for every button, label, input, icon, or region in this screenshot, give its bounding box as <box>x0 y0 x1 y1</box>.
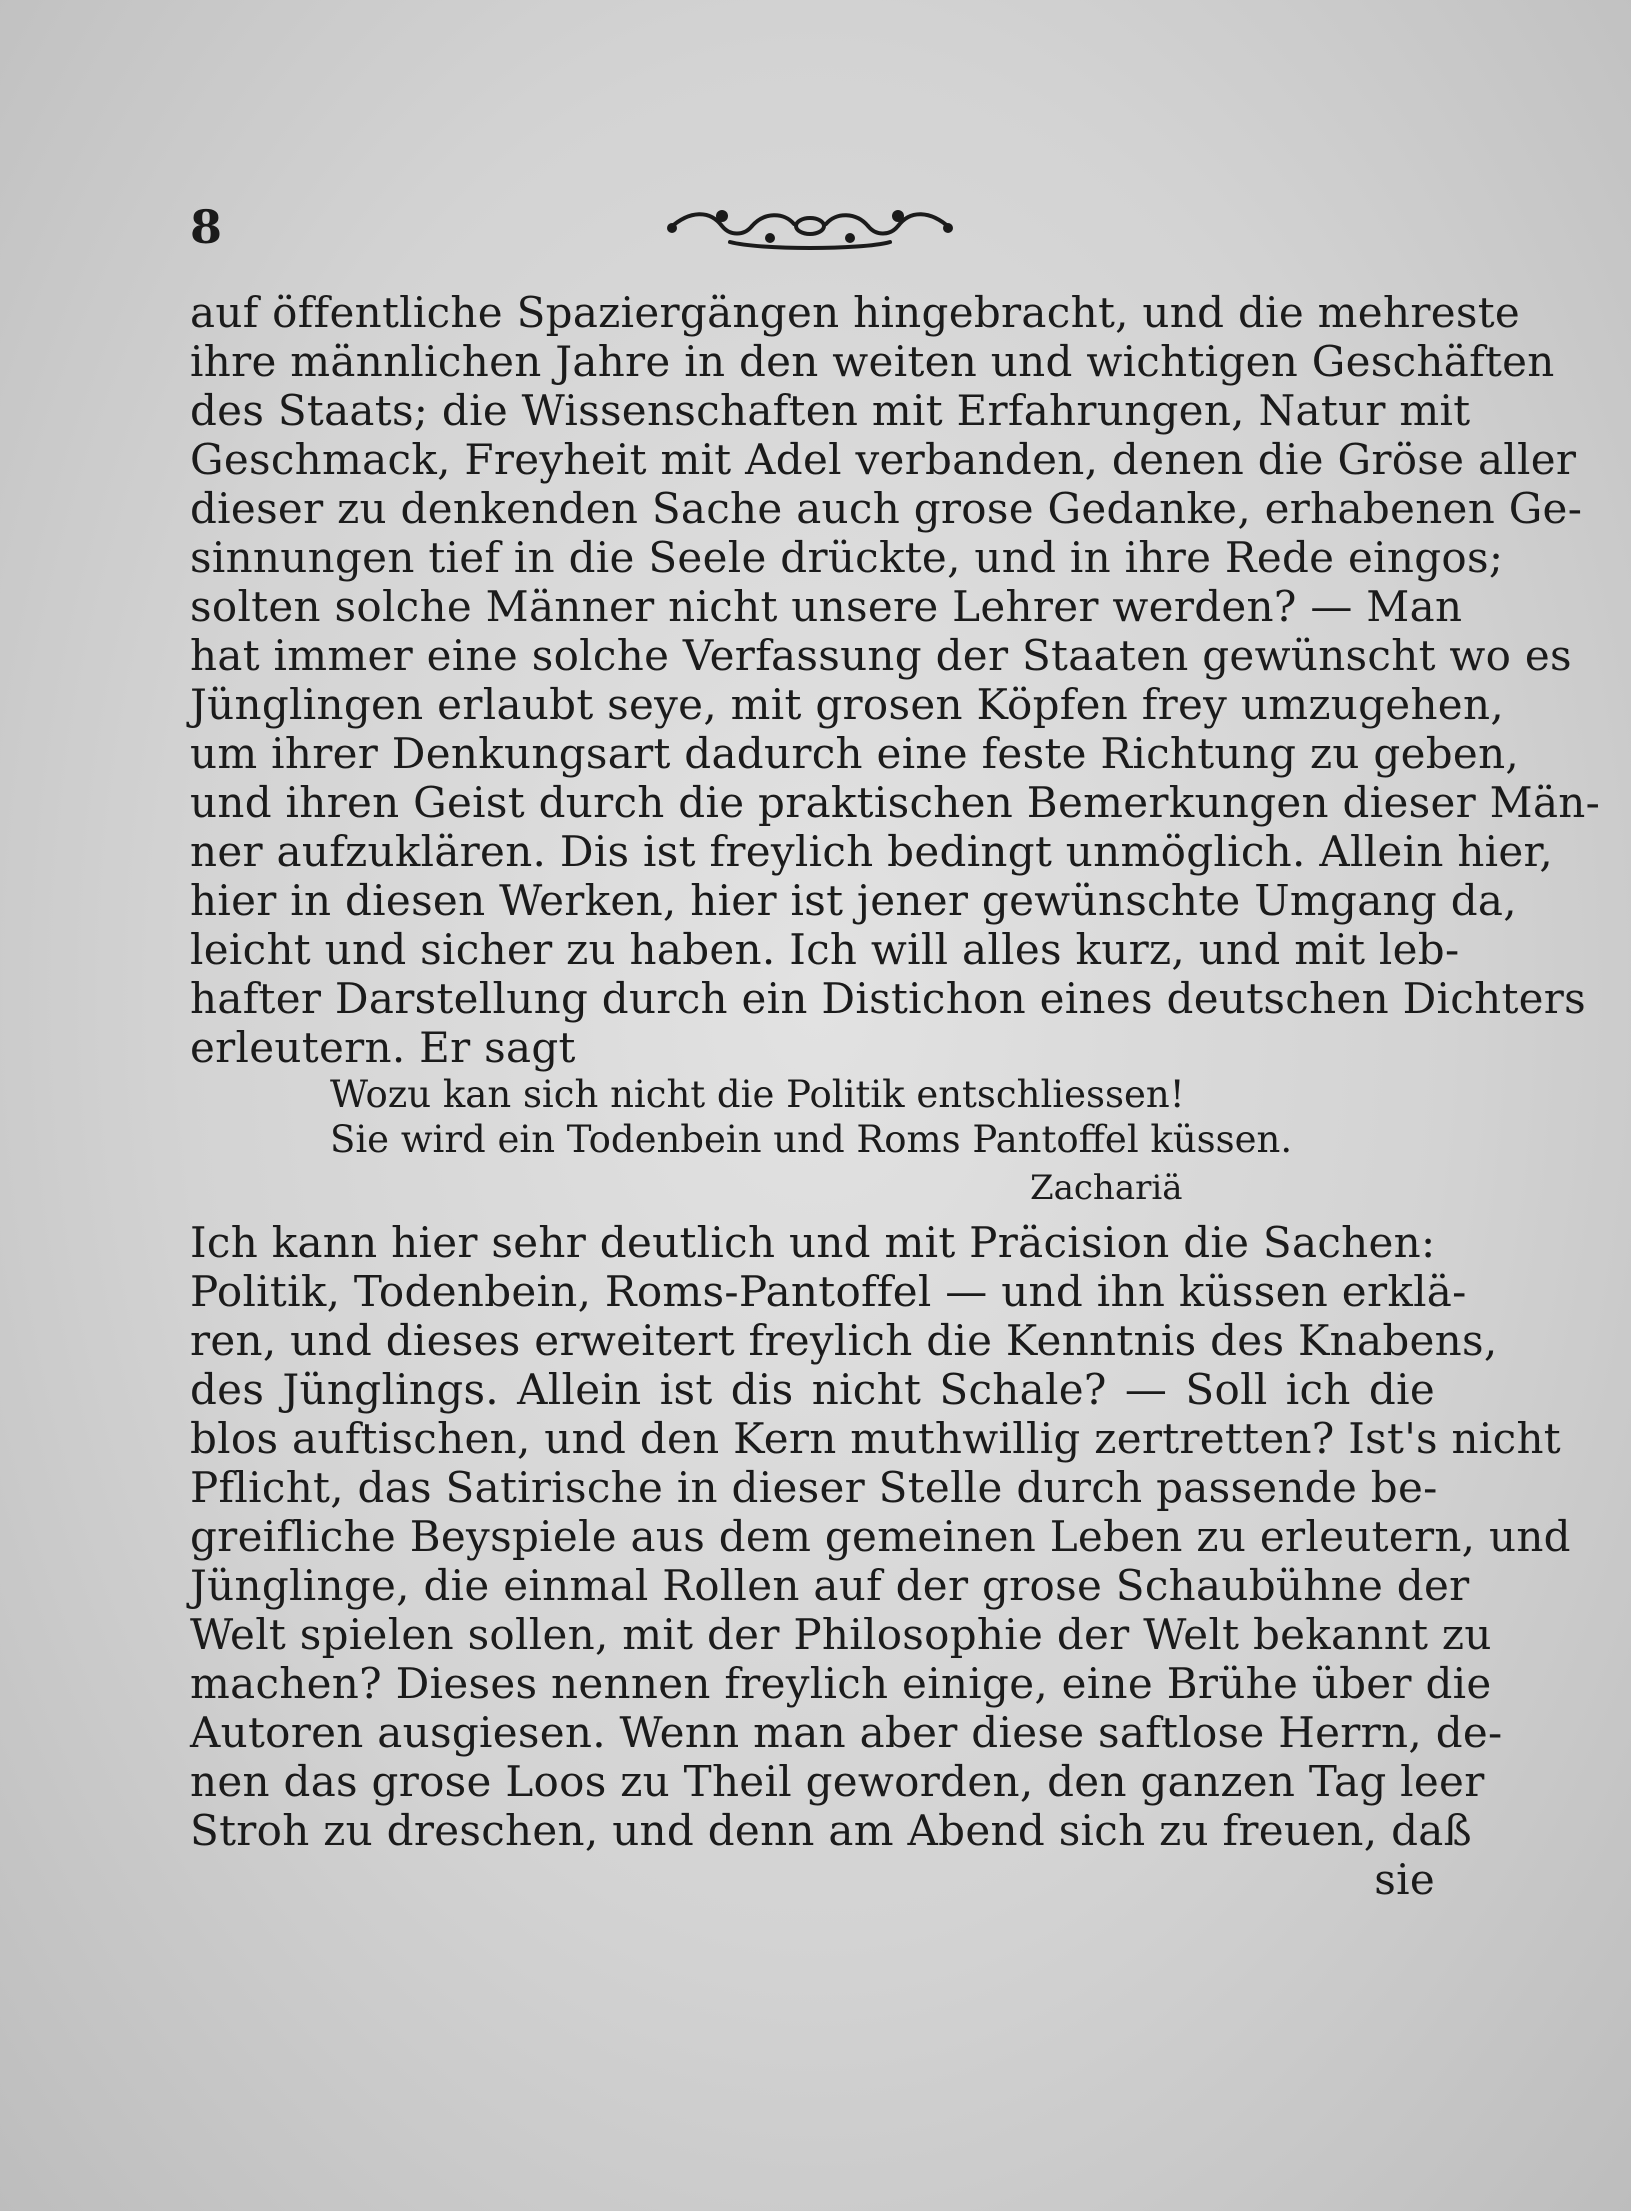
text-line: greifliche Beyspiele aus dem gemeinen Leben zu erleutern, und <box>190 1512 1571 1561</box>
text-line: hat immer eine solche Verfassung der Staaten gewünscht wo es <box>190 631 1572 680</box>
text-line: erleutern. Er sagt <box>190 1023 576 1072</box>
text-line: und ihren Geist durch die praktischen Bemerkungen dieser Män- <box>190 778 1601 827</box>
text-line: ihre männlichen Jahre in den weiten und wichtigen Geschäften <box>190 337 1555 386</box>
text-line: um ihrer Denkungsart dadurch eine feste Richtung zu geben, <box>190 729 1520 778</box>
text-line: hafter Darstellung durch ein Distichon eines deutschen Dichters <box>190 974 1587 1023</box>
text-line: des Staats; die Wissenschaften mit Erfahrungen, Natur mit <box>190 386 1471 435</box>
text-line: Pflicht, das Satirische in dieser Stelle durch passende be- <box>190 1463 1438 1512</box>
text-line: Autoren ausgiesen. Wenn man aber diese saftlose Herrn, de- <box>190 1708 1503 1757</box>
text-line: Welt spielen sollen, mit der Philosophie der Welt bekannt zu <box>190 1610 1492 1659</box>
text-line: machen? Dieses nennen freylich einige, eine Brühe über die <box>190 1659 1492 1708</box>
paragraph-2 <box>190 1218 1571 1904</box>
text-line: Stroh zu dreschen, und denn am Abend sich zu freuen, daß <box>190 1806 1472 1855</box>
catchword: sie <box>1374 1855 1435 1904</box>
text-line: Ich kann hier sehr deutlich und mit Präcision die Sachen: <box>190 1218 1436 1267</box>
text-line: sinnungen tief in die Seele drückte, und in ihre Rede eingos; <box>190 533 1504 582</box>
text-line: ner aufzuklären. Dis ist freylich bedingt unmöglich. Allein hier, <box>190 827 1553 876</box>
page-body <box>190 288 1601 1904</box>
text-line: blos auftischen, und den Kern muthwillig zertretten? Ist's nicht <box>190 1414 1561 1463</box>
text-line: hier in diesen Werken, hier ist jener gewünschte Umgang da, <box>190 876 1517 925</box>
text-line: leicht und sicher zu haben. Ich will alles kurz, und mit leb- <box>190 925 1460 974</box>
text-line: des Jünglings. Allein ist dis nicht Schale? — Soll ich die <box>190 1365 1435 1414</box>
text-line: dieser zu denkenden Sache auch grose Gedanke, erhabenen Ge- <box>190 484 1583 533</box>
text-line: Geschmack, Freyheit mit Adel verbanden, denen die Gröse aller <box>190 435 1577 484</box>
text-line: Jünglinge, die einmal Rollen auf der grose Schaubühne der <box>190 1561 1470 1610</box>
text-line: Jünglingen erlaubt seye, mit grosen Köpfen frey umzugehen, <box>190 680 1504 729</box>
verse-line: Wozu kan sich nicht die Politik entschliessen! <box>330 1073 1185 1116</box>
text-line: auf öffentliche Spaziergängen hingebracht, und die mehreste <box>190 288 1521 337</box>
text-line: ren, und dieses erweitert freylich die Kenntnis des Knabens, <box>190 1316 1498 1365</box>
text-line: nen das grose Loos zu Theil geworden, den ganzen Tag leer <box>190 1757 1485 1806</box>
page-number: 8 <box>190 200 223 254</box>
verse-line: Sie wird ein Todenbein und Roms Pantoffel küssen. <box>330 1118 1293 1161</box>
text-line: solten solche Männer nicht unsere Lehrer werden? — Man <box>190 582 1463 631</box>
verse-author: Zachariä <box>1030 1168 1183 1208</box>
text-line: Politik, Todenbein, Roms-Pantoffel — und ihn küssen erklä- <box>190 1267 1467 1316</box>
header-ornament <box>660 190 960 260</box>
